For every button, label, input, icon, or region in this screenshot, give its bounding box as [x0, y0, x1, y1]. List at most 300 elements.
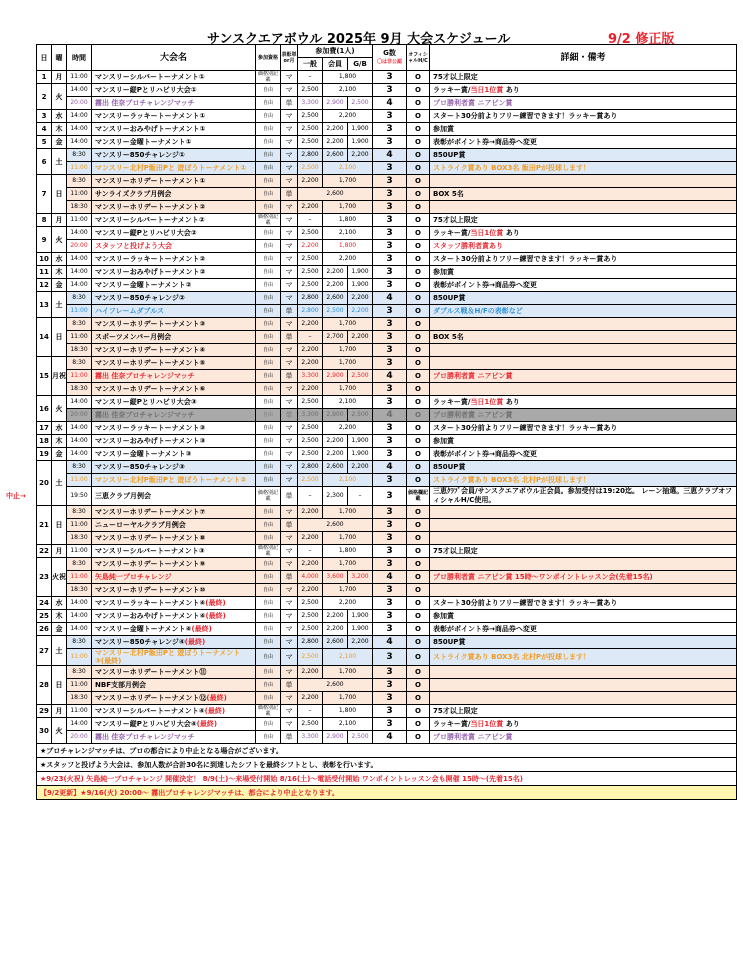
hc-cell: O — [407, 610, 430, 623]
event-name: マンスリーホリデートーナメント③ — [92, 318, 256, 331]
games-cell: 3 — [373, 136, 407, 149]
fee-member: 1,700 — [323, 532, 373, 545]
games-cell: 3 — [373, 435, 407, 448]
games-cell: 4 — [373, 409, 407, 422]
header-score: 表彰単or月 — [281, 45, 298, 71]
table-row — [37, 201, 737, 214]
score-type-cell: マ — [281, 227, 298, 240]
fee-member: 2,100 — [323, 718, 373, 731]
details-cell: プロ勝利者賞 ニアピン賞 — [430, 97, 737, 110]
fee-gb: 1,900 — [348, 448, 373, 461]
details-cell: 表彰がポイント券→商品券へ変更 — [430, 279, 737, 292]
fee-general: 3,300 — [298, 409, 323, 422]
eligibility-cell: 自由 — [256, 188, 281, 201]
fee-member: 2,100 — [323, 474, 373, 487]
fee-member: 1,700 — [323, 318, 373, 331]
games-cell: 3 — [373, 383, 407, 396]
fee-member: 2,500 — [323, 305, 348, 318]
details-text: ラッキー賞/ — [433, 398, 471, 406]
fee-general: 3,300 — [298, 97, 323, 110]
event-name: マンスリーホリデートーナメント⑦ — [92, 506, 256, 519]
details-highlight: 当日1位賞 — [470, 229, 504, 237]
hc-cell: O — [407, 370, 430, 383]
table-row — [37, 506, 737, 519]
time-cell: 14:00 — [67, 718, 92, 731]
fee-member: 1,700 — [323, 383, 373, 396]
hc-cell: O — [407, 731, 430, 744]
score-type-cell: マ — [281, 705, 298, 718]
note-text: 【9/2更新】★9/16(火) 20:00～ 霧出プロチャレンジマッチは、都合により中止となります。 — [37, 786, 737, 800]
games-cell: 3 — [373, 71, 407, 84]
eligibility-cell: 自由 — [256, 718, 281, 731]
fee-member: 2,600 — [323, 636, 348, 649]
event-name: マンスリーホリデートーナメント① — [92, 175, 256, 188]
details-cell: スタッフ勝利者賞あり — [430, 240, 737, 253]
weekday-cell: 土 — [52, 636, 67, 666]
hc-cell: O — [407, 409, 430, 422]
fee-general: 2,200 — [298, 344, 323, 357]
weekday-cell: 月 — [52, 214, 67, 227]
event-name: マンスリーホリデートーナメント⑤ — [92, 357, 256, 370]
eligibility-cell: 自由 — [256, 305, 281, 318]
note-text: ★プロチャレンジマッチは、プロの都合により中止となる場合がございます。 — [37, 744, 737, 758]
cancel-marker: 中止→ — [6, 492, 26, 500]
eligibility-cell: 自由 — [256, 240, 281, 253]
fee-member: 2,200 — [323, 266, 348, 279]
eligibility-cell: 自由 — [256, 692, 281, 705]
eligibility-cell: 自由 — [256, 279, 281, 292]
time-cell: 18:30 — [67, 692, 92, 705]
fee-general: – — [298, 545, 323, 558]
fee-gb: 2,200 — [348, 149, 373, 162]
score-type-cell: マ — [281, 584, 298, 597]
hc-cell: O — [407, 448, 430, 461]
eligibility-cell: 自由 — [256, 136, 281, 149]
time-cell: 14:00 — [67, 610, 92, 623]
day-cell: 26 — [37, 623, 52, 636]
score-type-cell: マ — [281, 214, 298, 227]
time-cell: 14:00 — [67, 435, 92, 448]
fee-member: 2,600 — [323, 292, 348, 305]
fee-general: 2,200 — [298, 240, 323, 253]
games-cell: 3 — [373, 610, 407, 623]
details-cell: 850UP賞 — [430, 149, 737, 162]
eligibility-cell: 自由 — [256, 123, 281, 136]
header-eligibility: 参加資格 — [256, 45, 281, 71]
fee-merged: 2,600 — [298, 188, 373, 201]
games-cell: 3 — [373, 487, 407, 506]
fee-general: 2,500 — [298, 162, 323, 175]
hc-cell: O — [407, 149, 430, 162]
note-text: ★9/23(火祝) 矢島純一プロチャレンジ 開催決定！ 8/9(土)～来場受付開始 8/16(土)～電話受付開始 ワンポイントレッスン会も開催 15時～(先着15名) — [37, 772, 737, 786]
table-row — [37, 188, 737, 201]
day-cell: 8 — [37, 214, 52, 227]
table-row — [37, 519, 737, 532]
event-name-base: マンスリーホリデートーナメント⑫ — [95, 694, 207, 702]
score-type-cell: マ — [281, 110, 298, 123]
final-mark: (最終) — [184, 638, 206, 646]
hc-cell: O — [407, 344, 430, 357]
games-cell: 4 — [373, 97, 407, 110]
score-type-cell: 単 — [281, 571, 298, 584]
table-row — [37, 705, 737, 718]
time-cell: 14:00 — [67, 396, 92, 409]
table-row — [37, 545, 737, 558]
event-name — [92, 636, 256, 649]
hc-cell: O — [407, 571, 430, 584]
note-row — [37, 744, 737, 758]
eligibility-cell: 自由 — [256, 435, 281, 448]
time-cell: 8:30 — [67, 461, 92, 474]
time-cell: 14:00 — [67, 597, 92, 610]
fee-general: 4,000 — [298, 571, 323, 584]
eligibility-cell: 自由 — [256, 666, 281, 679]
day-cell: 24 — [37, 597, 52, 610]
details-cell: BOX 5名 — [430, 331, 737, 344]
weekday-cell: 金 — [52, 623, 67, 636]
fee-general: 2,500 — [298, 84, 323, 97]
fee-general: 2,500 — [298, 610, 323, 623]
hc-cell: O — [407, 396, 430, 409]
weekday-cell: 木 — [52, 610, 67, 623]
time-cell: 11:00 — [67, 474, 92, 487]
games-cell: 3 — [373, 649, 407, 666]
details-highlight: 当日1位賞 — [470, 720, 504, 728]
hc-cell: O — [407, 175, 430, 188]
fee-gb: 1,900 — [348, 610, 373, 623]
eligibility-cell: 自由 — [256, 370, 281, 383]
event-name: スポーツメンバー月例会 — [92, 331, 256, 344]
event-name: マンスリーホリデートーナメント④ — [92, 344, 256, 357]
event-name: マンスリーホリデートーナメント② — [92, 201, 256, 214]
fee-member: 1,700 — [323, 692, 373, 705]
score-type-cell: マ — [281, 84, 298, 97]
event-name: マンスリーおみやげトーナメント① — [92, 123, 256, 136]
time-cell: 18:30 — [67, 344, 92, 357]
details-cell: BOX 5名 — [430, 188, 737, 201]
event-name: マンスリーホリデートーナメント⑩ — [92, 584, 256, 597]
details-text: あり — [503, 86, 520, 94]
fee-member: 2,300 — [323, 487, 348, 506]
details-cell: ストライク賞あり BOX3名 北村Pが投球します！ — [430, 474, 737, 487]
fee-general: 2,500 — [298, 123, 323, 136]
time-cell: 14:00 — [67, 279, 92, 292]
fee-general: 2,200 — [298, 357, 323, 370]
hc-cell: O — [407, 292, 430, 305]
fee-member: 2,900 — [323, 409, 348, 422]
event-name — [92, 718, 256, 731]
day-cell: 19 — [37, 448, 52, 461]
eligibility-cell: 自由 — [256, 422, 281, 435]
event-name-base: マンスリー金曜トーナメント④ — [95, 625, 192, 633]
eligibility-cell: 価格別記載 — [256, 214, 281, 227]
score-type-cell: 単 — [281, 370, 298, 383]
fee-member: 2,200 — [323, 610, 348, 623]
weekday-cell: 月祝 — [52, 357, 67, 396]
note-row — [37, 758, 737, 772]
details-cell: スタート30分前よりフリー練習できます！ラッキー賞あり — [430, 422, 737, 435]
weekday-cell: 水 — [52, 110, 67, 123]
event-name: マンスリー縦Pとリハビリ大会① — [92, 84, 256, 97]
hc-cell: O — [407, 692, 430, 705]
details-cell: 参加賞 — [430, 123, 737, 136]
table-row — [37, 253, 737, 266]
time-cell: 14:00 — [67, 253, 92, 266]
time-cell: 11:00 — [67, 519, 92, 532]
fee-general: 2,200 — [298, 318, 323, 331]
fee-gb: 1,900 — [348, 623, 373, 636]
fee-gb: 1,900 — [348, 123, 373, 136]
table-row — [37, 584, 737, 597]
games-cell: 3 — [373, 188, 407, 201]
table-row — [37, 461, 737, 474]
fee-member: 1,700 — [323, 506, 373, 519]
time-cell: 8:30 — [67, 318, 92, 331]
table-row — [37, 266, 737, 279]
fee-gb: 2,200 — [348, 305, 373, 318]
fee-member: 2,600 — [323, 461, 348, 474]
event-name: 霧出 佳奈プロチャレンジマッチ — [92, 731, 256, 744]
hc-cell: O — [407, 679, 430, 692]
score-type-cell: マ — [281, 71, 298, 84]
header-fee-general: 一般 — [298, 58, 323, 71]
table-row — [37, 162, 737, 175]
details-cell: 表彰がポイント券→商品券へ変更 — [430, 448, 737, 461]
day-cell: 14 — [37, 318, 52, 357]
games-cell: 4 — [373, 731, 407, 744]
score-type-cell: マ — [281, 162, 298, 175]
event-name-base: マンスリーシルバートーナメント④ — [95, 707, 205, 715]
eligibility-cell: 自由 — [256, 396, 281, 409]
fee-general: – — [298, 487, 323, 506]
score-type-cell: 単 — [281, 731, 298, 744]
details-cell — [430, 692, 737, 705]
day-cell: 30 — [37, 718, 52, 744]
fee-member: 2,900 — [323, 731, 348, 744]
event-name-base: マンスリーおみやげトーナメント④ — [95, 612, 206, 620]
games-cell: 3 — [373, 396, 407, 409]
event-name: ハイフレームダブルス — [92, 305, 256, 318]
event-name: マンスリーホリデートーナメント⑨ — [92, 558, 256, 571]
table-row — [37, 396, 737, 409]
fee-gb: 2,500 — [348, 370, 373, 383]
games-cell: 4 — [373, 149, 407, 162]
header-games-sub: 〇は非公認 — [377, 59, 403, 65]
fee-member: 2,100 — [323, 162, 373, 175]
games-cell: 4 — [373, 370, 407, 383]
time-cell: 18:30 — [67, 201, 92, 214]
details-cell — [430, 718, 737, 731]
day-cell: 20 — [37, 461, 52, 506]
hc-cell: O — [407, 461, 430, 474]
games-cell: 4 — [373, 571, 407, 584]
event-name: マンスリー縦Pとリハビリ大会③ — [92, 396, 256, 409]
time-cell: 20:00 — [67, 97, 92, 110]
eligibility-cell: 自由 — [256, 610, 281, 623]
score-type-cell: マ — [281, 718, 298, 731]
eligibility-cell: 自由 — [256, 474, 281, 487]
hc-cell: O — [407, 253, 430, 266]
table-row — [37, 448, 737, 461]
day-cell: 23 — [37, 558, 52, 597]
event-name: マンスリー北村P飯田Pと 遊ぼうトーナメント② — [92, 474, 256, 487]
note-row — [37, 772, 737, 786]
fee-member: 1,800 — [323, 240, 373, 253]
fee-general: 2,200 — [298, 558, 323, 571]
weekday-cell: 木 — [52, 435, 67, 448]
details-cell: ダブルス戦＆H/Fの表彰など — [430, 305, 737, 318]
games-cell: 3 — [373, 584, 407, 597]
day-cell: 29 — [37, 705, 52, 718]
games-cell: 3 — [373, 331, 407, 344]
table-row — [37, 344, 737, 357]
event-name: マンスリー金曜トーナメント① — [92, 136, 256, 149]
day-cell: 1 — [37, 71, 52, 84]
day-cell: 17 — [37, 422, 52, 435]
time-cell: 14:00 — [67, 623, 92, 636]
weekday-cell: 月 — [52, 545, 67, 558]
eligibility-cell: 自由 — [256, 679, 281, 692]
hc-cell: O — [407, 279, 430, 292]
details-cell: プロ勝利者賞 ニアピン賞 — [430, 409, 737, 422]
score-type-cell: マ — [281, 474, 298, 487]
table-row — [37, 731, 737, 744]
event-name: マンスリー金曜トーナメント③ — [92, 448, 256, 461]
time-cell: 8:30 — [67, 636, 92, 649]
table-row — [37, 318, 737, 331]
weekday-cell: 日 — [52, 318, 67, 357]
details-cell — [430, 584, 737, 597]
score-type-cell: マ — [281, 357, 298, 370]
games-cell: 4 — [373, 461, 407, 474]
table-row — [37, 136, 737, 149]
fee-general: 2,200 — [298, 383, 323, 396]
weekday-cell: 日 — [52, 506, 67, 545]
fee-general: – — [298, 331, 323, 344]
table-row — [37, 240, 737, 253]
weekday-cell: 金 — [52, 136, 67, 149]
games-cell: 3 — [373, 558, 407, 571]
fee-gb: 2,200 — [348, 636, 373, 649]
fee-general: 2,500 — [298, 623, 323, 636]
hc-cell: O — [407, 318, 430, 331]
event-name: 霧出 佳奈プロチャレンジマッチ — [92, 370, 256, 383]
weekday-cell: 木 — [52, 266, 67, 279]
table-row — [37, 571, 737, 584]
day-cell: 12 — [37, 279, 52, 292]
details-cell — [430, 383, 737, 396]
details-cell: 75才以上限定 — [430, 71, 737, 84]
event-name: マンスリーシルバートーナメント① — [92, 71, 256, 84]
day-cell: 2 — [37, 84, 52, 110]
table-row — [37, 279, 737, 292]
day-cell: 4 — [37, 123, 52, 136]
event-name: スタッフと投げよう大会 — [92, 240, 256, 253]
time-cell: 14:00 — [67, 136, 92, 149]
time-cell: 14:00 — [67, 422, 92, 435]
fee-member: 2,200 — [323, 253, 373, 266]
event-name — [92, 610, 256, 623]
score-type-cell: 単 — [281, 487, 298, 506]
score-type-cell: 単 — [281, 679, 298, 692]
details-cell — [430, 344, 737, 357]
details-cell — [430, 84, 737, 97]
table-row — [37, 97, 737, 110]
eligibility-cell: 自由 — [256, 318, 281, 331]
score-type-cell: マ — [281, 649, 298, 666]
day-cell: 27 — [37, 636, 52, 666]
games-cell: 3 — [373, 240, 407, 253]
fee-general: 2,500 — [298, 422, 323, 435]
event-name: 霧出 佳奈プロチャレンジマッチ — [92, 409, 256, 422]
event-name: ニューローヤルクラブ月例会 — [92, 519, 256, 532]
score-type-cell: マ — [281, 623, 298, 636]
score-type-cell: マ — [281, 136, 298, 149]
eligibility-cell: 自由 — [256, 519, 281, 532]
fee-gb: 2,200 — [348, 331, 373, 344]
fee-member: 1,800 — [323, 545, 373, 558]
event-name-base: マンスリー850チャレンジ④ — [95, 638, 185, 646]
final-mark: (最終) — [191, 625, 212, 633]
score-type-cell: 単 — [281, 331, 298, 344]
table-row — [37, 370, 737, 383]
eligibility-cell: 自由 — [256, 461, 281, 474]
time-cell: 8:30 — [67, 558, 92, 571]
time-cell: 14:00 — [67, 84, 92, 97]
fee-general: 2,500 — [298, 435, 323, 448]
hc-cell: O — [407, 383, 430, 396]
fee-general: 2,500 — [298, 597, 323, 610]
hc-cell: O — [407, 188, 430, 201]
fee-member: 2,700 — [323, 331, 348, 344]
fee-member: 2,100 — [323, 227, 373, 240]
fee-member: 1,700 — [323, 584, 373, 597]
games-cell: 3 — [373, 448, 407, 461]
fee-member: 3,600 — [323, 571, 348, 584]
fee-member: 2,100 — [323, 649, 373, 666]
games-cell: 3 — [373, 305, 407, 318]
score-type-cell: マ — [281, 461, 298, 474]
time-cell: 8:30 — [67, 506, 92, 519]
fee-general: 2,500 — [298, 649, 323, 666]
score-type-cell: マ — [281, 383, 298, 396]
table-row — [37, 357, 737, 370]
eligibility-cell: 自由 — [256, 383, 281, 396]
day-cell: 10 — [37, 253, 52, 266]
fee-general: – — [298, 71, 323, 84]
fee-gb: 2,200 — [348, 292, 373, 305]
details-text: あり — [503, 229, 520, 237]
day-cell: 3 — [37, 110, 52, 123]
fee-general: 2,200 — [298, 692, 323, 705]
games-cell: 3 — [373, 279, 407, 292]
eligibility-cell: 自由 — [256, 97, 281, 110]
weekday-cell: 火 — [52, 227, 67, 253]
details-cell — [430, 532, 737, 545]
eligibility-cell: 自由 — [256, 623, 281, 636]
details-cell: ストライク賞あり BOX3名 北村Pが投球します！ — [430, 649, 737, 666]
final-mark: (最終) — [206, 694, 227, 702]
eligibility-cell: 自由 — [256, 597, 281, 610]
details-cell — [430, 519, 737, 532]
details-cell — [430, 357, 737, 370]
hc-cell: O — [407, 558, 430, 571]
hc-cell: O — [407, 71, 430, 84]
games-cell: 3 — [373, 266, 407, 279]
fee-general: 2,500 — [298, 110, 323, 123]
event-name — [92, 705, 256, 718]
eligibility-cell: 自由 — [256, 571, 281, 584]
